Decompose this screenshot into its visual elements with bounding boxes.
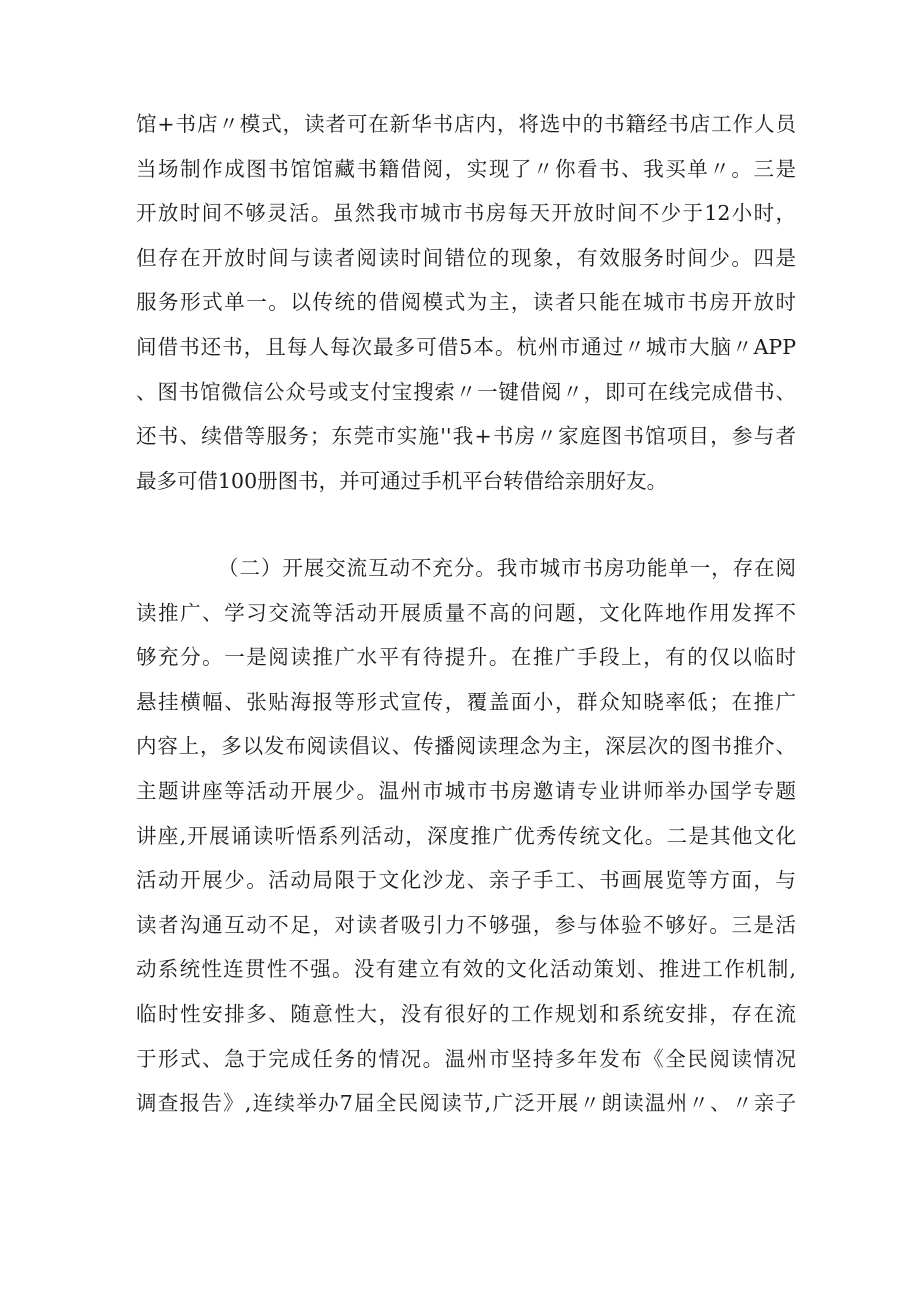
section-heading-line: （二）开展交流互动不充分。我市城市书房功能单一，存在阅: [218, 556, 796, 580]
text-line: 够充分。一是阅读推广水平有待提升。在推广手段上，有的仅以临时: [136, 645, 796, 670]
text-line: 临时性安排多、随意性大，没有很好的工作规划和系统安排，存在流: [136, 1001, 796, 1026]
text-line: 、图书馆微信公众号或支付宝搜索〃一键借阅〃，即可在线完成借书、: [136, 379, 796, 404]
paragraph-city-bookroom-services: [136, 102, 796, 503]
text-line: 调查报告》,连续举办7届全民阅读节,广泛开展〃朗读温州〃、〃亲子: [136, 1091, 796, 1116]
text-line: 馆+书店〃模式，读者可在新华书店内，将选中的书籍经书店工作人员: [136, 112, 796, 136]
text-line: 于形式、急于完成任务的情况。温州市坚持多年发布《全民阅读情况: [136, 1046, 796, 1071]
text-line: 当场制作成图书馆馆藏书籍借阅，实现了〃你看书、我买单〃。三是: [136, 156, 796, 181]
text-line: 读者沟通互动不足，对读者吸引力不够强，参与体验不够好。三是活: [136, 912, 796, 937]
text-line: 讲座,开展诵读听悟系列活动，深度推广优秀传统文化。二是其他文化: [136, 823, 796, 848]
text-line: 悬挂横幅、张贴海报等形式宣传，覆盖面小，群众知晓率低；在推广: [136, 689, 796, 714]
text-line: 开放时间不够灵活。虽然我市城市书房每天开放时间不少于12小时，: [136, 201, 796, 226]
text-line: 活动开展少。活动局限于文化沙龙、亲子手工、书画展览等方面，与: [136, 868, 796, 893]
text-line: 间借书还书，且每人每次最多可借5本。杭州市通过〃城市大脑〃APP: [136, 334, 796, 359]
text-line: 主题讲座等活动开展少。温州市城市书房邀请专业讲师举办国学专题: [136, 778, 796, 803]
text-line: 服务形式单一。以传统的借阅模式为主，读者只能在城市书房开放时: [136, 290, 796, 315]
text-line: 读推广、学习交流等活动开展质量不高的问题，文化阵地作用发挥不: [136, 600, 796, 625]
text-line: 还书、续借等服务；东莞市实施''我+书房〃家庭图书馆项目，参与者: [136, 424, 796, 449]
text-line: 但存在开放时间与读者阅读时间错位的现象，有效服务时间少。四是: [136, 245, 796, 270]
text-line: 最多可借100册图书，并可通过手机平台转借给亲朋好友。: [136, 468, 668, 493]
text-line: 内容上，多以发布阅读倡议、传播阅读理念为主，深层次的图书推介、: [136, 734, 796, 759]
paragraph-exchange-interaction: [136, 546, 796, 1126]
text-line: 动系统性连贯性不强。没有建立有效的文化活动策划、推进工作机制,: [136, 957, 796, 982]
